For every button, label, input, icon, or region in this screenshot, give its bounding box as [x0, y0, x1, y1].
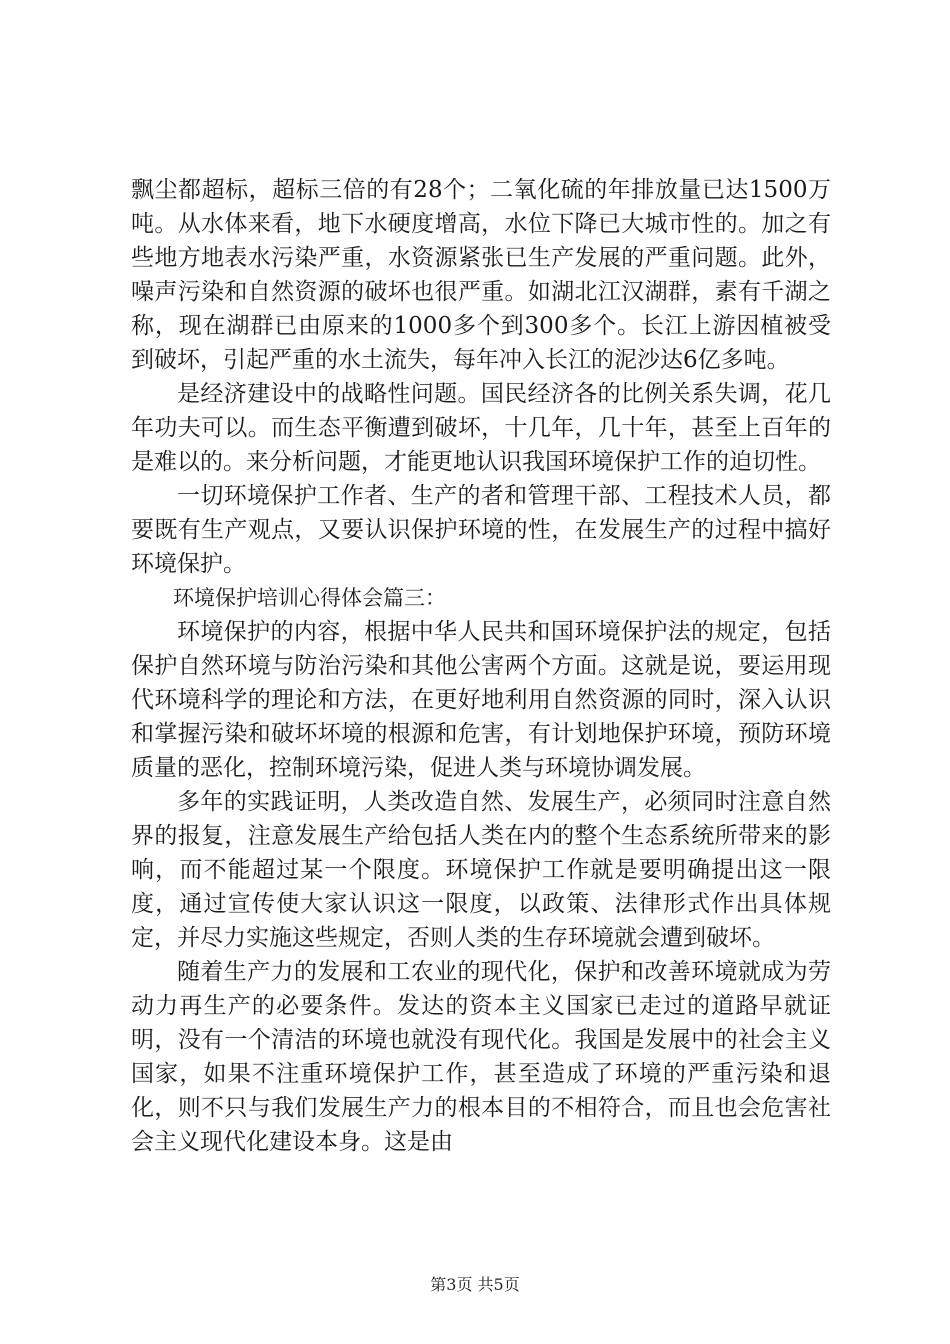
paragraph: 是经济建设中的战略性问题。国民经济各的比例关系失调，花几年功夫可以。而生态平衡遭到破坏，十几年，几十年，甚至上百年的是难以的。来分析问题，才能更地认识我国环境保护工作的迫切性。: [131, 381, 831, 475]
section-heading: 环境保护培训心得体会篇三：: [173, 586, 446, 610]
document-body: [131, 173, 831, 1159]
paragraph: 环境保护的内容，根据中华人民共和国环境保护法的规定，包括保护自然环境与防治污染和其他公害两个方面。这就是说，要运用现代环境科学的理论和方法，在更好地利用自然资源的同时，深入认识和掌握污染和破坏坏境的根源和危害，有计划地保护环境，预防环境质量的恶化，控制环境污染，促进人类与环境协调发展。: [131, 619, 831, 781]
page-number-footer: 第3页 共5页: [430, 1275, 520, 1294]
paragraph: 一切环境保护工作者、生产的者和管理干部、工程技术人员，都要既有生产观点，又要认识保护环境的性，在发展生产的过程中搞好环境保护。: [131, 483, 831, 577]
paragraph: 随着生产力的发展和工农业的现代化，保护和改善环境就成为劳动力再生产的必要条件。发达的资本主义国家已走过的道路早就证明，没有一个清洁的环境也就没有现代化。我国是发展中的社会主义国家，如果不注重环境保护工作，甚至造成了环境的严重污染和退化，则不只与我们发展生产力的根本目的不相符合，而且也会危害社会主义现代化建设本身。这是由: [131, 959, 831, 1155]
paragraph-continuation: 飘尘都超标，超标三倍的有28个；二氧化硫的年排放量已达1500万吨。从水体来看，地下水硬度增高，水位下降已大城市性的。加之有些地方地表水污染严重，水资源紧张已生产发展的严重问题。此外，噪声污染和自然资源的破坏也很严重。如湖北江汉湖群，素有千湖之称，现在湖群已由原来的1000多个到300多个。长江上游因植被受到破坏，引起严重的水土流失，每年冲入长江的泥沙达6亿多吨。: [131, 177, 831, 373]
paragraph: 多年的实践证明，人类改造自然、发展生产，必须同时注意自然界的报复，注意发展生产给包括人类在内的整个生态系统所带来的影响，而不能超过某一个限度。环境保护工作就是要明确提出这一限度，通过宣传使大家认识这一限度，以政策、法律形式作出具体规定，并尽力实施这些规定，否则人类的生存环境就会遭到破坏。: [131, 789, 831, 951]
